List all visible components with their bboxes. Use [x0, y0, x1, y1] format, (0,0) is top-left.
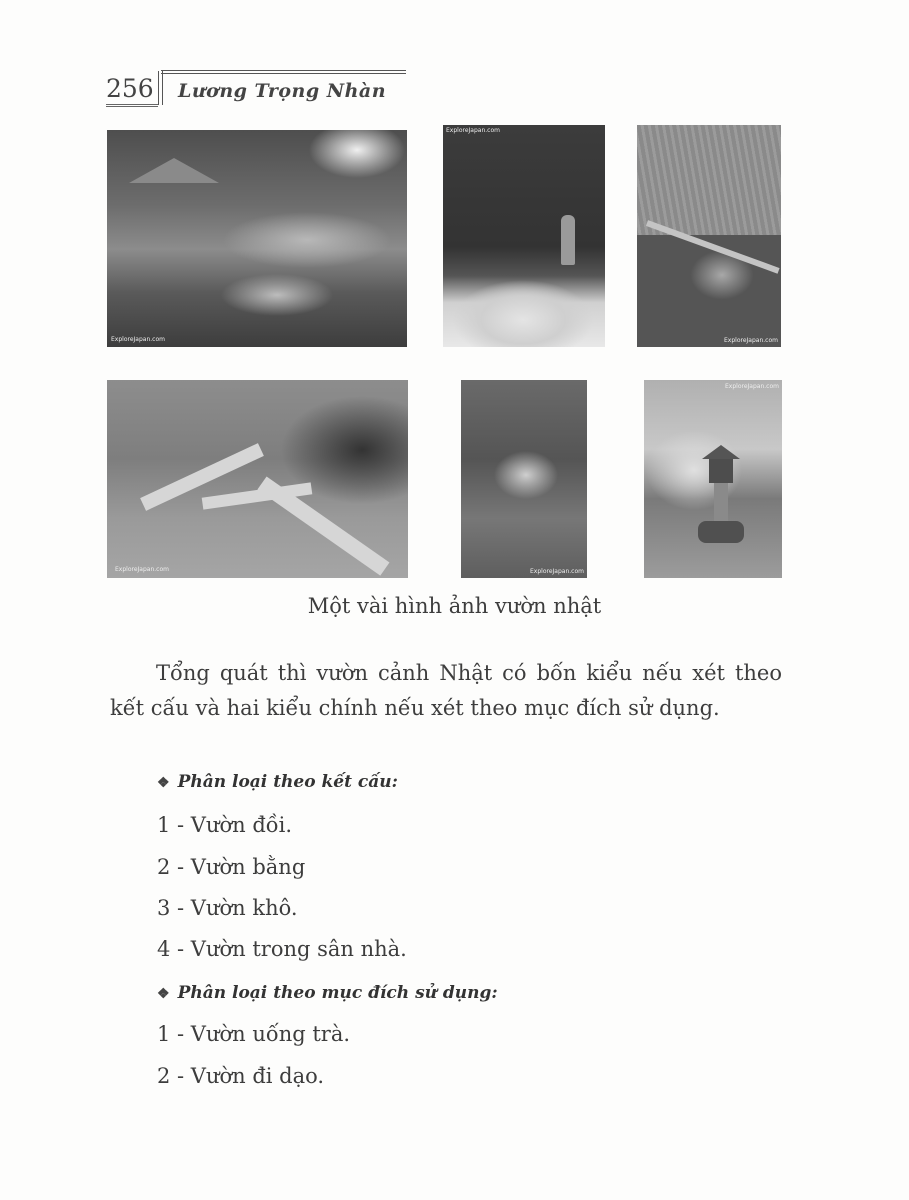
bridge-plank [257, 476, 389, 575]
list-item: 1 - Vườn đồi. [157, 813, 293, 837]
list-item: 2 - Vườn bằng [157, 855, 306, 879]
diamond-bullet-icon: ❖ [157, 775, 170, 791]
photo-watermark: ExploreJapan.com [725, 383, 779, 390]
section-heading-text: Phân loại theo mục đích sử dụng: [177, 983, 498, 1003]
figure-caption: Một vài hình ảnh vườn nhật [307, 594, 602, 618]
list-item: 4 - Vườn trong sân nhà. [157, 937, 407, 961]
header-vertical-rule [158, 71, 163, 105]
section-heading-text: Phân loại theo kết cấu: [177, 772, 398, 792]
stone-lantern [706, 435, 736, 550]
basin-area [637, 235, 781, 347]
photo-dry-garden-stones [443, 125, 605, 347]
photo-bamboo-water-spout [637, 125, 781, 347]
photo-watermark: ExploreJapan.com [111, 336, 165, 343]
header-horizontal-rule [161, 70, 406, 74]
photo-zigzag-bridge [107, 380, 408, 578]
running-header [106, 66, 406, 106]
list-item: 3 - Vườn khô. [157, 896, 298, 920]
list-item: 1 - Vườn uống trà. [157, 1022, 351, 1046]
list-item: 2 - Vườn đi dạo. [157, 1064, 325, 1088]
photo-watermark: ExploreJapan.com [724, 337, 778, 344]
body-paragraph: Tổng quát thì vườn cảnh Nhật có bốn kiểu nếu xét theo kết cấu và hai kiểu chính nếu xét theo mục đích sử dụng. [110, 661, 782, 720]
page-number-underline [106, 104, 158, 107]
photo-watermark: ExploreJapan.com [115, 566, 169, 573]
section-heading-structure [157, 772, 398, 792]
photo-garden-pond-pavilion [107, 130, 407, 347]
author-name: Lương Trọng Nhàn [178, 80, 387, 102]
standing-stone [561, 215, 575, 265]
photo-garden-path-trees [461, 380, 587, 578]
photo-watermark: ExploreJapan.com [530, 568, 584, 575]
pavilion-roof [129, 158, 219, 183]
section-heading-purpose [157, 983, 498, 1003]
photo-watermark: ExploreJapan.com [446, 127, 500, 134]
diamond-bullet-icon: ❖ [157, 986, 170, 1002]
photo-stone-lantern [644, 380, 782, 578]
page-number: 256 [106, 74, 154, 103]
